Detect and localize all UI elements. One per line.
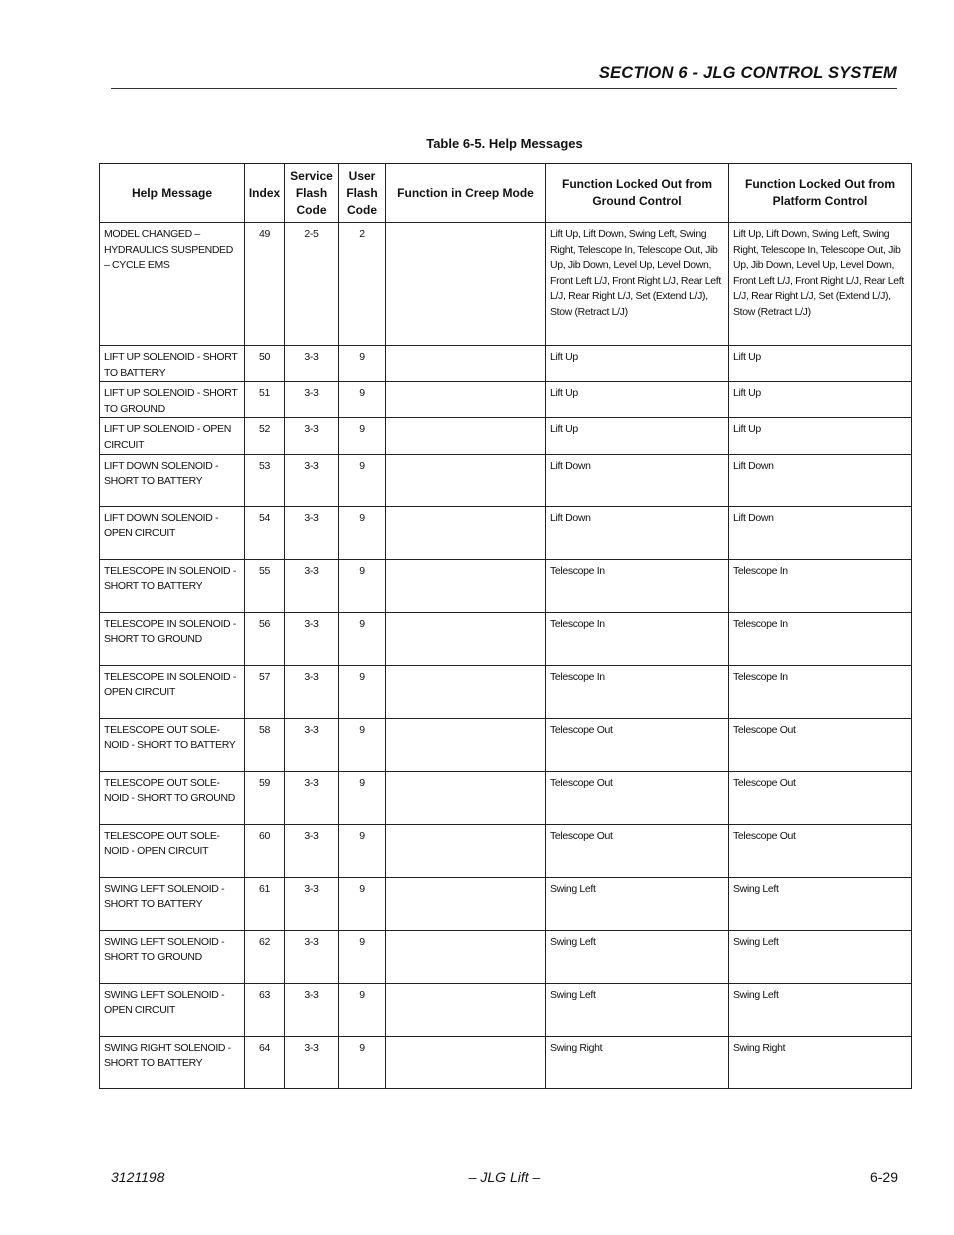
user-flash-code-cell: 9 — [339, 665, 386, 718]
service-flash-code-cell: 3-3 — [285, 983, 339, 1036]
table-row — [100, 346, 912, 382]
help-message-cell-line: LIFT UP SOLENOID - SHORT — [104, 387, 238, 400]
help-message-cell — [100, 382, 245, 418]
creep-mode-cell — [386, 665, 546, 718]
creep-mode-cell — [386, 346, 546, 382]
help-message-cell-line: HYDRAULICS SUSPENDED — [104, 243, 233, 256]
platform-control-lockout-cell-line: Telescope Out — [733, 776, 796, 789]
ground-control-lockout-cell — [546, 612, 729, 665]
service-flash-code-cell: 3-3 — [285, 665, 339, 718]
service-flash-code-cell: 3-3 — [285, 718, 339, 771]
help-message-cell — [100, 346, 245, 382]
creep-mode-cell — [386, 382, 546, 418]
help-message-cell-line: SHORT TO BATTERY — [104, 475, 203, 488]
table-row — [100, 930, 912, 983]
ground-control-lockout-cell-line: Lift Down — [550, 459, 591, 472]
ground-control-lockout-cell — [546, 824, 729, 877]
platform-control-lockout-cell — [729, 983, 912, 1036]
help-message-cell-line: TELESCOPE OUT SOLE- — [104, 723, 220, 736]
help-message-cell-line: OPEN CIRCUIT — [104, 1004, 176, 1017]
platform-control-lockout-cell — [729, 665, 912, 718]
service-flash-code-cell: 3-3 — [285, 877, 339, 930]
table-row — [100, 506, 912, 559]
help-message-cell-line: CIRCUIT — [104, 438, 145, 451]
ground-control-lockout-cell — [546, 877, 729, 930]
platform-control-lockout-cell-line: Telescope In — [733, 564, 788, 577]
help-message-cell — [100, 454, 245, 506]
help-message-cell — [100, 771, 245, 824]
help-message-cell — [100, 877, 245, 930]
platform-control-lockout-cell — [729, 223, 912, 346]
col-header-line: Flash — [346, 185, 378, 200]
help-message-cell-line: – CYCLE EMS — [104, 259, 170, 272]
ground-control-lockout-cell-line: Stow (Retract L/J) — [550, 305, 628, 318]
help-message-cell — [100, 223, 245, 346]
help-message-cell-line: NOID - OPEN CIRCUIT — [104, 845, 209, 858]
index-cell: 60 — [245, 824, 285, 877]
page-number: 6-29 — [869, 1169, 898, 1185]
table-row — [100, 771, 912, 824]
ground-control-lockout-cell-line: Up, Jib Down, Level Up, Level Down, — [550, 259, 712, 272]
help-message-cell-line: LIFT UP SOLENOID - SHORT — [104, 351, 238, 363]
help-message-cell-line: SWING LEFT SOLENOID - — [104, 988, 225, 1001]
creep-mode-cell — [386, 506, 546, 559]
publisher-name: – JLG Lift – — [468, 1169, 541, 1185]
platform-control-lockout-cell-line: Swing Left — [733, 935, 779, 948]
help-message-cell — [100, 559, 245, 612]
help-message-cell-line: SHORT TO BATTERY — [104, 898, 203, 911]
ground-control-lockout-cell-line: L/J, Rear Right L/J, Set (Extend L/J), — [550, 290, 708, 303]
platform-control-lockout-cell-line: Lift Up — [733, 387, 761, 400]
col-header-label: Index — [248, 185, 281, 200]
index-cell: 59 — [245, 771, 285, 824]
ground-control-lockout-cell-line: Telescope Out — [550, 829, 613, 842]
help-message-cell-line: TELESCOPE OUT SOLE- — [104, 776, 220, 789]
col-header-ground-control — [546, 164, 729, 223]
creep-mode-cell — [386, 718, 546, 771]
help-message-cell-line: OPEN CIRCUIT — [104, 527, 176, 540]
index-cell: 63 — [245, 983, 285, 1036]
help-message-cell-line: SHORT TO GROUND — [104, 951, 202, 964]
service-flash-code-cell: 3-3 — [285, 1036, 339, 1088]
ground-control-lockout-cell-line: Swing Right — [550, 1041, 603, 1054]
help-message-cell-line: SWING RIGHT SOLENOID - — [104, 1041, 231, 1054]
help-message-cell-line: LIFT DOWN SOLENOID - — [104, 459, 219, 472]
help-message-cell — [100, 506, 245, 559]
help-messages-table — [99, 163, 912, 1089]
col-header-line: Code — [296, 202, 327, 217]
platform-control-lockout-cell-line: Stow (Retract L/J) — [733, 305, 811, 318]
index-cell: 55 — [245, 559, 285, 612]
creep-mode-cell — [386, 771, 546, 824]
creep-mode-cell — [386, 1036, 546, 1088]
index-cell: 58 — [245, 718, 285, 771]
col-header-line: Platform Control — [772, 194, 868, 208]
user-flash-code-cell: 9 — [339, 418, 386, 454]
help-message-cell-line: LIFT DOWN SOLENOID - — [104, 511, 219, 524]
index-cell: 62 — [245, 930, 285, 983]
user-flash-code-cell: 9 — [339, 346, 386, 382]
ground-control-lockout-cell — [546, 506, 729, 559]
table-body — [100, 223, 912, 1089]
table-caption: Table 6-5. Help Messages — [426, 136, 583, 151]
platform-control-lockout-cell-line: Lift Up — [733, 423, 761, 436]
col-header-platform-control — [729, 164, 912, 223]
creep-mode-cell — [386, 559, 546, 612]
platform-control-lockout-cell — [729, 930, 912, 983]
col-header-index — [245, 164, 285, 223]
help-message-cell-line: OPEN CIRCUIT — [104, 686, 176, 699]
platform-control-lockout-cell — [729, 559, 912, 612]
user-flash-code-cell: 9 — [339, 877, 386, 930]
ground-control-lockout-cell — [546, 771, 729, 824]
platform-control-lockout-cell — [729, 382, 912, 418]
table-row — [100, 223, 912, 346]
table-row — [100, 418, 912, 454]
creep-mode-cell — [386, 824, 546, 877]
col-header-line: Ground Control — [592, 194, 682, 208]
col-header-line: User — [348, 168, 376, 183]
index-cell: 64 — [245, 1036, 285, 1088]
platform-control-lockout-cell-line: L/J, Rear Right L/J, Set (Extend L/J), — [733, 290, 891, 303]
platform-control-lockout-cell-line: Swing Left — [733, 882, 779, 895]
index-cell: 57 — [245, 665, 285, 718]
help-message-cell-line: TELESCOPE OUT SOLE- — [104, 829, 220, 842]
platform-control-lockout-cell-line: Swing Right — [733, 1041, 786, 1054]
platform-control-lockout-cell — [729, 877, 912, 930]
service-flash-code-cell: 2-5 — [285, 223, 339, 346]
platform-control-lockout-cell-line: Lift Up — [733, 351, 761, 363]
ground-control-lockout-cell — [546, 382, 729, 418]
help-message-cell-line: TELESCOPE IN SOLENOID - — [104, 670, 236, 683]
index-cell: 51 — [245, 382, 285, 418]
ground-control-lockout-cell — [546, 930, 729, 983]
user-flash-code-cell: 9 — [339, 824, 386, 877]
platform-control-lockout-cell-line: Front Left L/J, Front Right L/J, Rear Left — [733, 274, 904, 287]
ground-control-lockout-cell — [546, 559, 729, 612]
service-flash-code-cell: 3-3 — [285, 382, 339, 418]
col-header-creep-mode — [386, 164, 546, 223]
index-cell: 52 — [245, 418, 285, 454]
platform-control-lockout-cell — [729, 824, 912, 877]
ground-control-lockout-cell-line: Front Left L/J, Front Right L/J, Rear Left — [550, 274, 721, 287]
user-flash-code-cell: 2 — [339, 223, 386, 346]
ground-control-lockout-cell-line: Telescope In — [550, 564, 605, 577]
service-flash-code-cell: 3-3 — [285, 771, 339, 824]
col-header-line: Service — [290, 168, 333, 183]
platform-control-lockout-cell — [729, 612, 912, 665]
user-flash-code-cell: 9 — [339, 1036, 386, 1088]
help-message-cell-line: SHORT TO BATTERY — [104, 580, 203, 593]
help-message-cell — [100, 930, 245, 983]
col-header-line: Function Locked Out from — [562, 177, 712, 191]
ground-control-lockout-cell-line: Telescope In — [550, 617, 605, 630]
help-message-cell-line: TO BATTERY — [104, 366, 166, 379]
help-message-cell-line: MODEL CHANGED – — [104, 228, 200, 240]
service-flash-code-cell: 3-3 — [285, 559, 339, 612]
table-header-row — [100, 164, 912, 223]
table-row — [100, 877, 912, 930]
col-header-label: Help Message — [131, 185, 213, 200]
ground-control-lockout-cell — [546, 983, 729, 1036]
ground-control-lockout-cell-line: Swing Left — [550, 988, 596, 1001]
help-message-cell — [100, 1036, 245, 1088]
index-cell: 61 — [245, 877, 285, 930]
col-header-label: Function in Creep Mode — [397, 185, 534, 200]
ground-control-lockout-cell-line: Lift Up — [550, 351, 578, 363]
service-flash-code-cell: 3-3 — [285, 454, 339, 506]
table-row — [100, 382, 912, 418]
section-title: SECTION 6 - JLG CONTROL SYSTEM — [598, 64, 897, 82]
creep-mode-cell — [386, 454, 546, 506]
ground-control-lockout-cell — [546, 418, 729, 454]
service-flash-code-cell: 3-3 — [285, 930, 339, 983]
platform-control-lockout-cell-line: Telescope Out — [733, 829, 796, 842]
help-message-cell — [100, 612, 245, 665]
help-message-cell-line: TELESCOPE IN SOLENOID - — [104, 564, 236, 577]
table-row — [100, 1036, 912, 1088]
platform-control-lockout-cell-line: Telescope In — [733, 670, 788, 683]
platform-control-lockout-cell — [729, 454, 912, 506]
platform-control-lockout-cell-line: Lift Down — [733, 459, 774, 472]
platform-control-lockout-cell-line: Up, Jib Down, Level Up, Level Down, — [733, 259, 895, 272]
platform-control-lockout-cell-line: Telescope In — [733, 617, 788, 630]
document-number: 3121198 — [111, 1169, 165, 1185]
table-row — [100, 718, 912, 771]
help-message-cell — [100, 983, 245, 1036]
help-message-cell-line: SHORT TO BATTERY — [104, 1057, 203, 1070]
platform-control-lockout-cell — [729, 718, 912, 771]
help-message-cell-line: NOID - SHORT TO BATTERY — [104, 739, 236, 752]
table-row — [100, 665, 912, 718]
ground-control-lockout-cell — [546, 454, 729, 506]
creep-mode-cell — [386, 223, 546, 346]
index-cell: 49 — [245, 223, 285, 346]
creep-mode-cell — [386, 612, 546, 665]
service-flash-code-cell: 3-3 — [285, 824, 339, 877]
user-flash-code-cell: 9 — [339, 612, 386, 665]
platform-control-lockout-cell-line: Telescope Out — [733, 723, 796, 736]
user-flash-code-cell: 9 — [339, 382, 386, 418]
platform-control-lockout-cell-line: Swing Left — [733, 988, 779, 1001]
header-divider — [111, 88, 897, 89]
user-flash-code-cell: 9 — [339, 559, 386, 612]
help-message-cell-line: TO GROUND — [104, 402, 165, 415]
table-row — [100, 612, 912, 665]
table-row — [100, 454, 912, 506]
ground-control-lockout-cell-line: Lift Up, Lift Down, Swing Left, Swing — [550, 228, 707, 240]
platform-control-lockout-cell — [729, 346, 912, 382]
help-message-cell-line: SWING LEFT SOLENOID - — [104, 882, 225, 895]
creep-mode-cell — [386, 418, 546, 454]
service-flash-code-cell: 3-3 — [285, 418, 339, 454]
creep-mode-cell — [386, 930, 546, 983]
creep-mode-cell — [386, 877, 546, 930]
ground-control-lockout-cell-line: Swing Left — [550, 935, 596, 948]
ground-control-lockout-cell-line: Telescope Out — [550, 776, 613, 789]
platform-control-lockout-cell — [729, 1036, 912, 1088]
platform-control-lockout-cell — [729, 771, 912, 824]
index-cell: 53 — [245, 454, 285, 506]
platform-control-lockout-cell-line: Lift Up, Lift Down, Swing Left, Swing — [733, 228, 890, 240]
creep-mode-cell — [386, 983, 546, 1036]
ground-control-lockout-cell — [546, 718, 729, 771]
help-message-cell-line: LIFT UP SOLENOID - OPEN — [104, 423, 231, 436]
ground-control-lockout-cell-line: Swing Left — [550, 882, 596, 895]
help-message-cell — [100, 824, 245, 877]
service-flash-code-cell: 3-3 — [285, 612, 339, 665]
help-message-cell-line: SHORT TO GROUND — [104, 633, 202, 646]
ground-control-lockout-cell — [546, 346, 729, 382]
col-header-line: Function Locked Out from — [745, 177, 895, 191]
table-row — [100, 824, 912, 877]
user-flash-code-cell: 9 — [339, 771, 386, 824]
user-flash-code-cell: 9 — [339, 454, 386, 506]
ground-control-lockout-cell-line: Telescope Out — [550, 723, 613, 736]
platform-control-lockout-cell — [729, 506, 912, 559]
table-row — [100, 559, 912, 612]
user-flash-code-cell: 9 — [339, 930, 386, 983]
platform-control-lockout-cell-line: Right, Telescope In, Telescope Out, Jib — [733, 243, 901, 256]
ground-control-lockout-cell-line: Right, Telescope In, Telescope Out, Jib — [550, 243, 718, 256]
help-message-cell-line: NOID - SHORT TO GROUND — [104, 792, 235, 805]
user-flash-code-cell: 9 — [339, 506, 386, 559]
ground-control-lockout-cell-line: Lift Up — [550, 387, 578, 400]
index-cell: 54 — [245, 506, 285, 559]
help-message-cell — [100, 418, 245, 454]
index-cell: 56 — [245, 612, 285, 665]
help-message-cell-line: TELESCOPE IN SOLENOID - — [104, 617, 236, 630]
help-message-cell — [100, 665, 245, 718]
platform-control-lockout-cell-line: Lift Down — [733, 511, 774, 524]
col-header-service-flash-code — [285, 164, 339, 223]
table-row — [100, 983, 912, 1036]
ground-control-lockout-cell — [546, 665, 729, 718]
user-flash-code-cell: 9 — [339, 983, 386, 1036]
ground-control-lockout-cell-line: Lift Down — [550, 511, 591, 524]
index-cell: 50 — [245, 346, 285, 382]
help-message-cell-line: SWING LEFT SOLENOID - — [104, 935, 225, 948]
ground-control-lockout-cell — [546, 1036, 729, 1088]
col-header-line: Code — [347, 202, 377, 217]
ground-control-lockout-cell-line: Telescope In — [550, 670, 605, 683]
user-flash-code-cell: 9 — [339, 718, 386, 771]
platform-control-lockout-cell — [729, 418, 912, 454]
col-header-user-flash-code — [339, 164, 386, 223]
ground-control-lockout-cell-line: Lift Up — [550, 423, 578, 436]
ground-control-lockout-cell — [546, 223, 729, 346]
service-flash-code-cell: 3-3 — [285, 506, 339, 559]
col-header-help-message — [100, 164, 245, 223]
help-message-cell — [100, 718, 245, 771]
col-header-line: Flash — [295, 185, 328, 200]
service-flash-code-cell: 3-3 — [285, 346, 339, 382]
